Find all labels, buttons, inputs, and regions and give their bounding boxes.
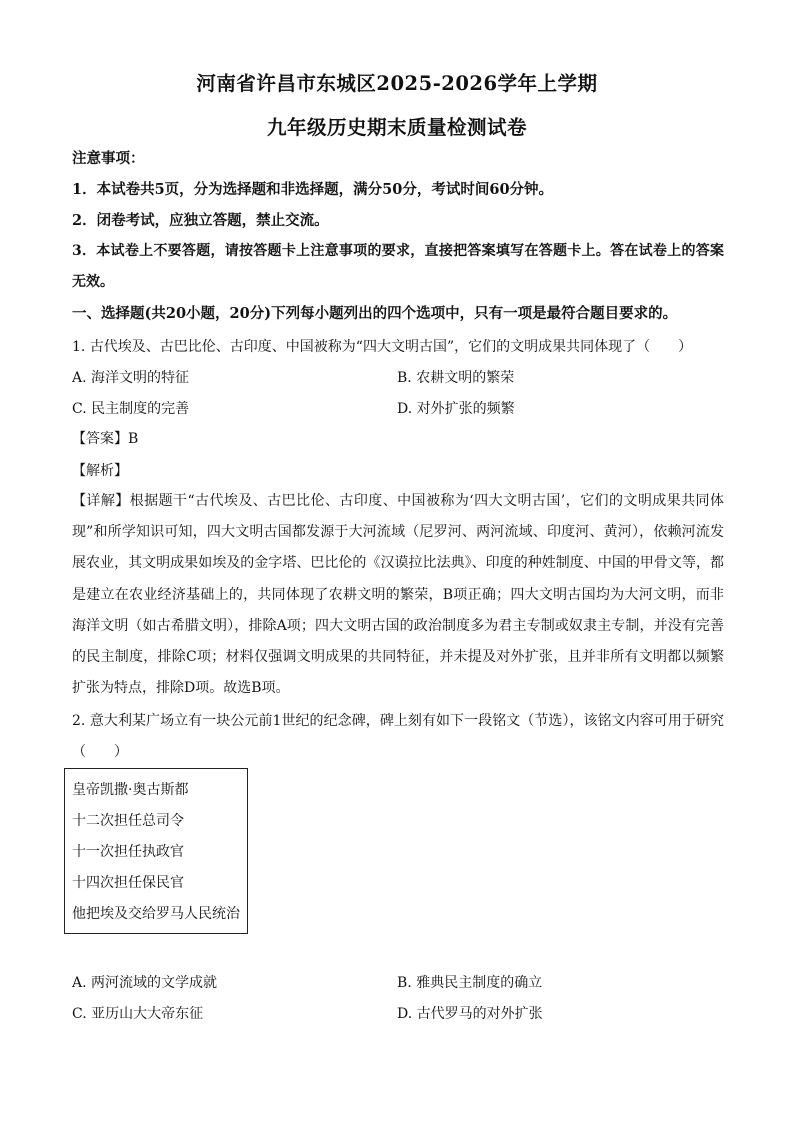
question-1-option-c: C. 民主制度的完善 — [72, 401, 190, 417]
exam-title-line1: 河南省许昌市东城区2025-2026学年上学期 — [196, 72, 598, 95]
inscription-line-2: 十二次担任总司令 — [72, 813, 184, 829]
question-1-stem: 1. 古代埃及、古巴比伦、古印度、中国被称为“四大文明古国”，它们的文明成果共同体现了（ ） — [72, 339, 693, 355]
inscription-line-5: 他把埃及交给罗马人民统治 — [72, 906, 240, 922]
question-1-analysis-label: 【解析】 — [72, 463, 128, 479]
notice-item-3: 3．本试卷上不要答题，请按答题卡上注意事项的要求，直接把答案填写在答题卡上。答在试卷上的答案无效。 — [72, 243, 724, 290]
inscription-line-1: 皇帝凯撒·奥古斯都 — [72, 782, 189, 798]
question-1-detail: 【详解】根据题干“古代埃及、古巴比伦、古印度、中国被称为‘四大文明古国’，它们的文明成果共同体现”和所学知识可知，四大文明古国都发源于大河流域（尼罗河、两河流域、印度河、黄河），依赖河流发展农业，其文明成果如埃及的金字塔、巴比伦的《汉谟拉比法典》、印度的种姓制度、中国的甲骨文等，都是建立在农业经济基础上的，共同体现了农耕文明的繁荣，B项正确；四大文明古国均为大河文明，而非海洋文明（如古希腊文明），排除A项；四大文明古国的政治制度多为君主专制或奴隶主专制，并没有完善的民主制度，排除C项；材料仅强调文明成果的共同特征，并未提及对外扩张，且并非所有文明都以频繁扩张为特点，排除D项。故选B项。 — [72, 493, 724, 697]
section-heading: 一、选择题(共20小题，20分)下列每小题列出的四个选项中，只有一项是最符合题目要求的。 — [72, 305, 678, 322]
notice-heading: 注意事项： — [72, 150, 145, 167]
question-2-option-d: D. 古代罗马的对外扩张 — [397, 1006, 543, 1022]
question-1-option-a: A. 海洋文明的特征 — [72, 370, 190, 386]
inscription-line-3: 十一次担任执政官 — [72, 844, 184, 860]
question-1-option-b: B. 农耕文明的繁荣 — [397, 370, 515, 386]
question-2-option-a: A. 两河流域的文学成就 — [72, 975, 218, 991]
question-2-stem: 2. 意大利某广场立有一块公元前1世纪的纪念碑，碑上刻有如下一段铭文（节选），该铭文内容可用于研究（ ） — [72, 713, 724, 761]
question-2-option-b: B. 雅典民主制度的确立 — [397, 975, 543, 991]
notice-item-1: 1．本试卷共5页，分为选择题和非选择题，满分50分，考试时间60分钟。 — [72, 181, 554, 198]
question-1-option-d: D. 对外扩张的频繁 — [397, 401, 515, 417]
notice-item-2: 2．闭卷考试，应独立答题，禁止交流。 — [72, 212, 329, 229]
question-2-option-c: C. 亚历山大大帝东征 — [72, 1006, 204, 1022]
question-1-answer: 【答案】B — [72, 431, 139, 447]
exam-title-line2: 九年级历史期末质量检测试卷 — [266, 116, 527, 139]
inscription-line-4: 十四次担任保民官 — [72, 875, 184, 891]
